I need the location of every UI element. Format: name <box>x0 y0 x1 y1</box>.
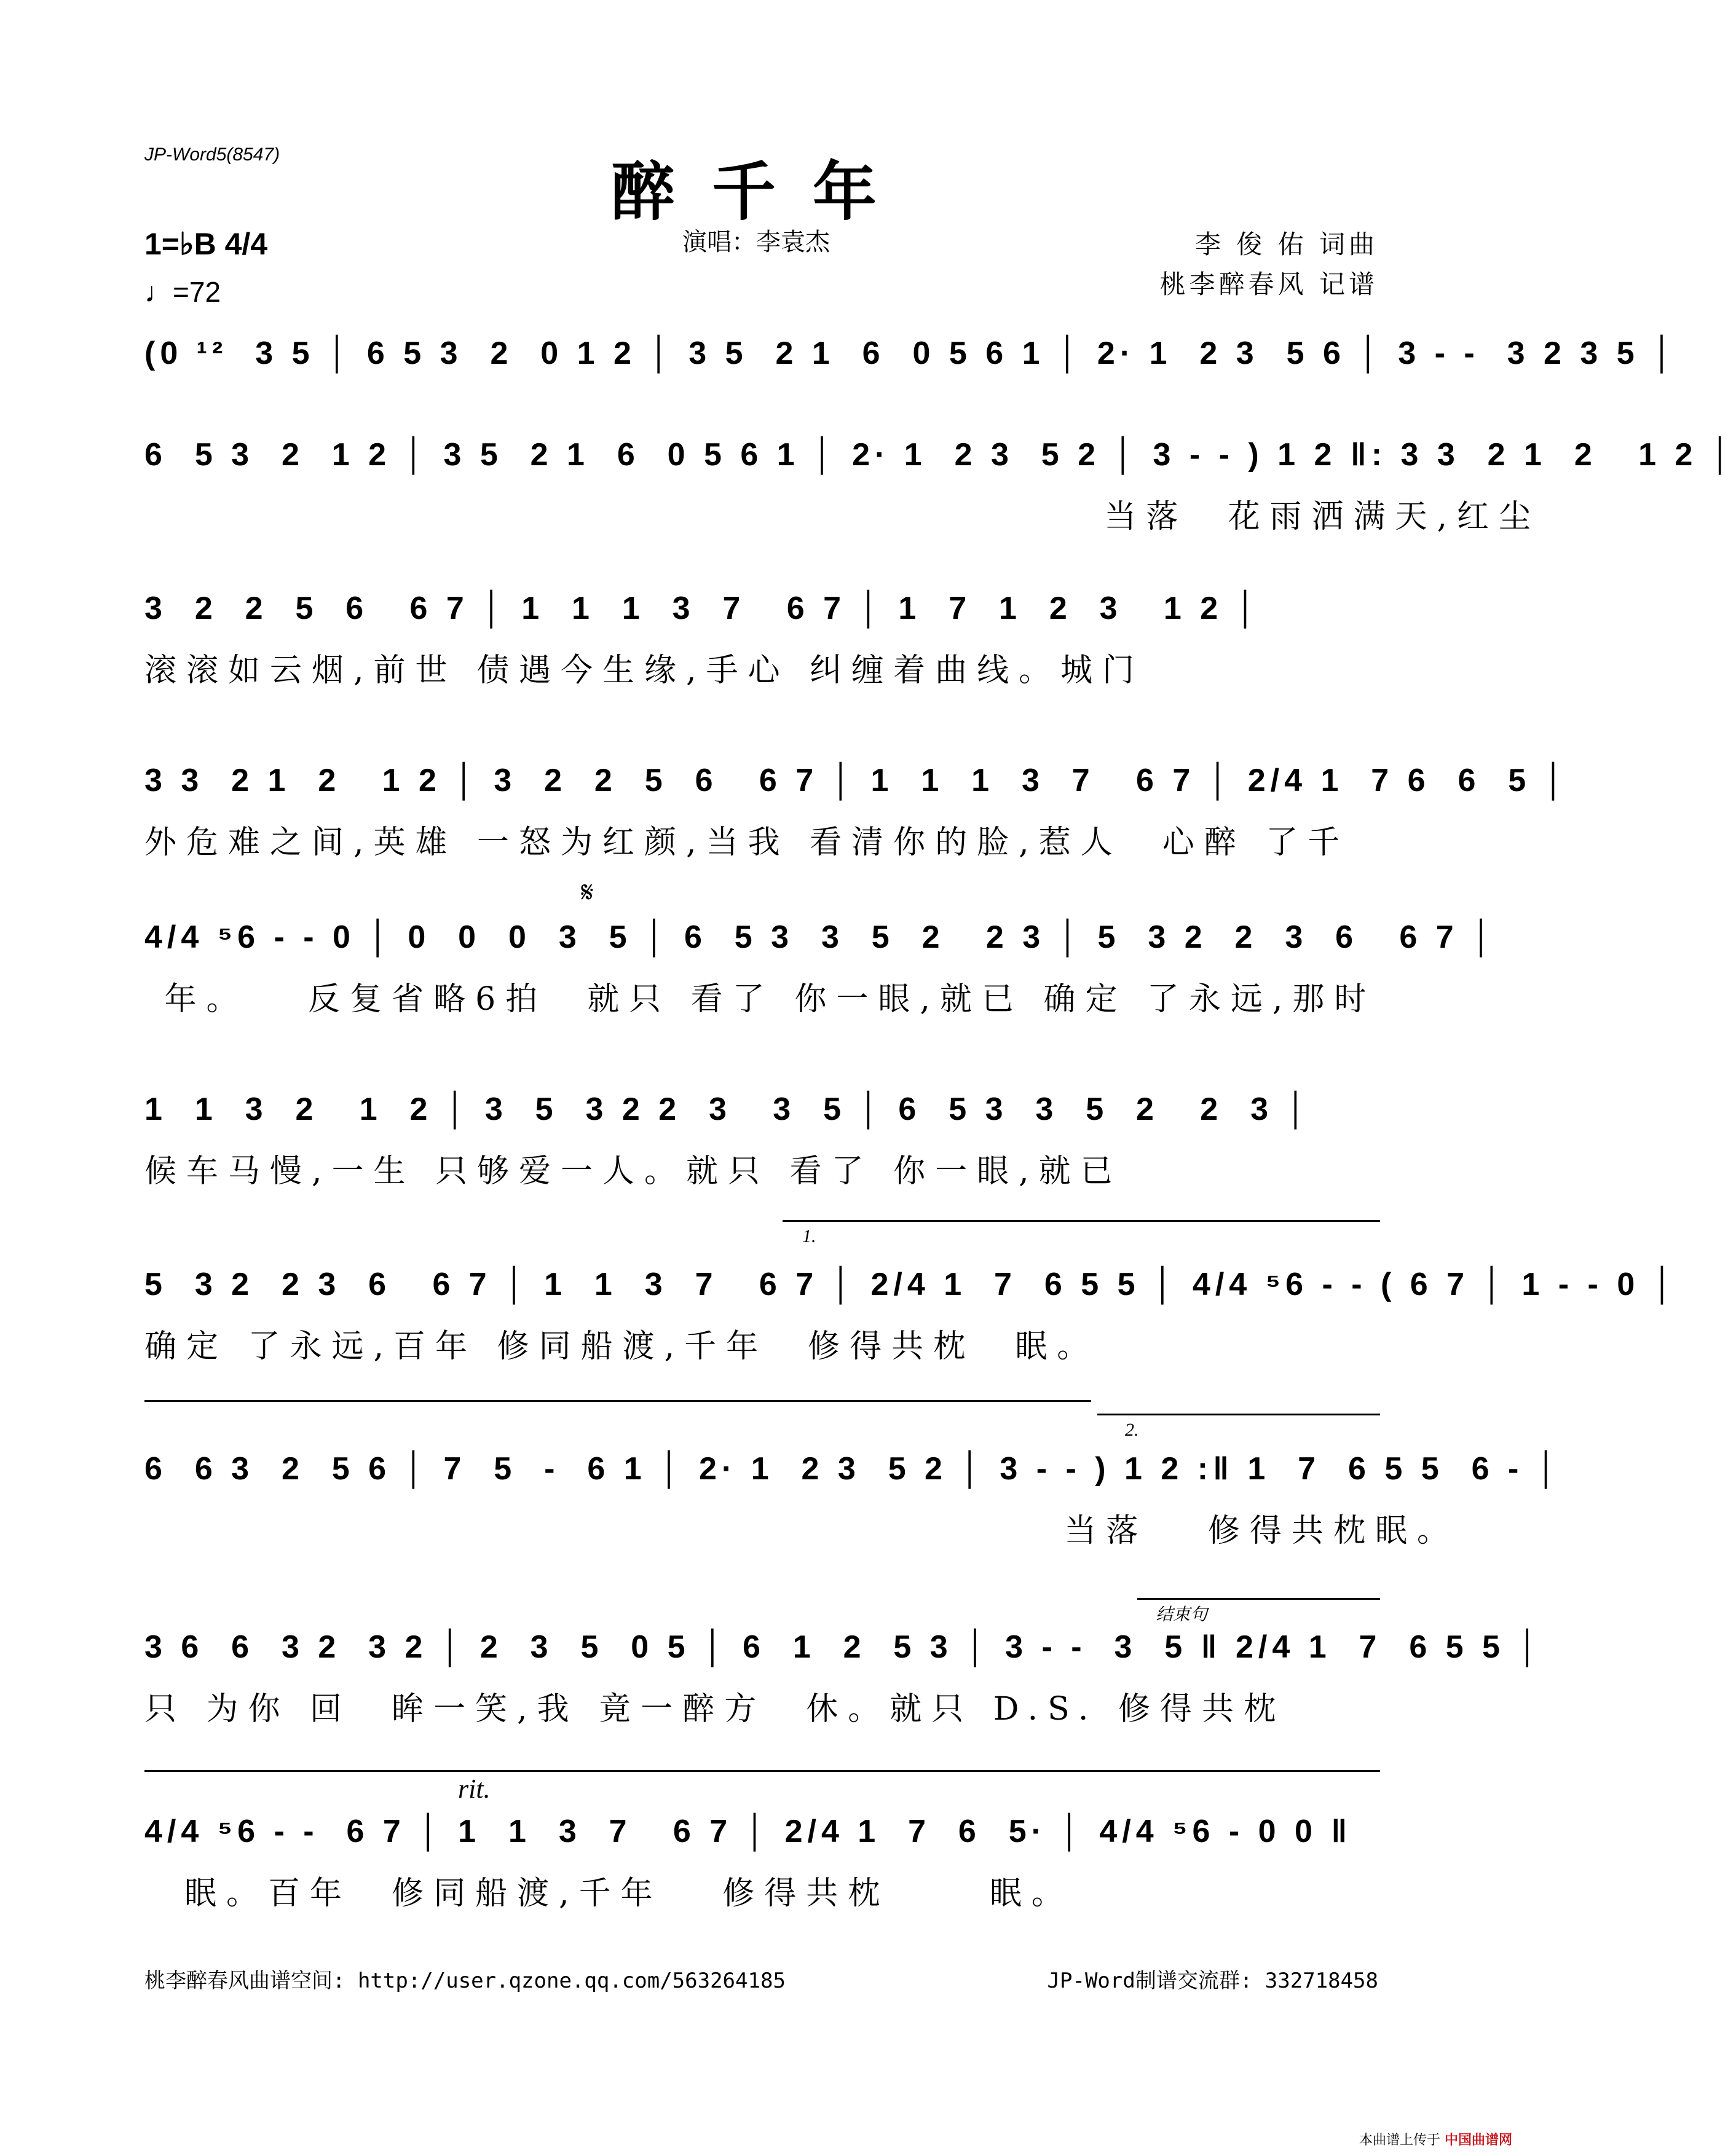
volta-1-continuation <box>144 1400 1091 1402</box>
transcriber-credit: 桃李醉春风 记谱 <box>1159 269 1378 299</box>
volta-2-label: 2. <box>1125 1420 1139 1440</box>
stave-notes: 1 1 3 2 1 2 │ 3 5 3 2 2 3 3 5 │ 6 5 3 3 5 2 2 3 │ <box>144 1092 1312 1127</box>
stave-notes: 3 3 2 1 2 1 2 │ 3 2 2 5 6 6 7 │ 1 1 1 3 7 6 7 │ 2/4 1 7 6 6 5 │ <box>144 763 1570 798</box>
segno-mark: 𝄋 <box>581 876 594 909</box>
stave-notes: 6 5 3 2 1 2 │ 3 5 2 1 6 0 5 6 1 │ 2· 1 2 3 5 2 │ 3 - - ) 1 2 ‖: 3 3 2 1 2 1 2 │ <box>144 437 1736 473</box>
footer-website: 桃李醉春风曲谱空间: http://user.qzone.qq.com/563264185 <box>144 1969 786 1993</box>
song-title: 醉千年 <box>610 154 913 229</box>
stave-lyrics: 眠。百年 修同船渡,千年 修得共枕 眠。 <box>144 1875 1073 1912</box>
stave-notes: 5 3 2 2 3 6 6 7 │ 1 1 3 7 6 7 │ 2/4 1 7 6 5 5 │ 4/4 ⁵6 - - ( 6 7 │ 1 - - 0 │ <box>144 1267 1679 1302</box>
stave-notes: 4/4 ⁵6 - - 6 7 │ 1 1 3 7 6 7 │ 2/4 1 7 6 5· │ 4/4 ⁵6 - 0 0 ‖ <box>144 1814 1352 1849</box>
ending-phrase-label: 结束句 <box>1156 1604 1208 1624</box>
stave-notes: 3 2 2 5 6 6 7 │ 1 1 1 3 7 6 7 │ 1 7 1 2 3 1 2 │ <box>144 591 1262 626</box>
stave-lyrics: 只 为你 回 眸一笑,我 竟一醉方 休。就只 D.S. 修得共枕 <box>144 1691 1285 1728</box>
stave-lyrics: 确定 了永远,百年 修同船渡,千年 修得共枕 眠。 <box>144 1328 1099 1365</box>
volta-2-bracket <box>1097 1414 1380 1415</box>
tempo-marking: ♩=72 <box>144 276 221 308</box>
volta-1-bracket <box>783 1220 1380 1222</box>
lyricist-composer-credit: 李 俊 佑 词曲 <box>1194 229 1378 259</box>
singer-credit: 演唱：李袁杰 <box>682 228 830 256</box>
ending-phrase-continuation <box>144 1770 1380 1772</box>
badge-brand: 中国曲谱网 <box>1444 2133 1512 2148</box>
volta-1-label: 1. <box>802 1226 816 1246</box>
stave-notes: 3 6 6 3 2 3 2 │ 2 3 5 0 5 │ 6 1 2 5 3 │ 3 - - 3 5 ‖ 2/4 1 7 6 5 5 │ <box>144 1629 1544 1665</box>
site-badge <box>1359 2130 1512 2149</box>
footer-group: JP-Word制谱交流群: 332718458 <box>1047 1969 1378 1993</box>
key-signature: 1=♭B 4/4 <box>144 227 268 261</box>
stave-lyrics: 滚滚如云烟,前世 债遇今生缘,手心 纠缠着曲线。城门 <box>144 652 1145 689</box>
stave-notes: 4/4 ⁵6 - - 0 │ 0 0 0 3 5 │ 6 5 3 3 5 2 2 3 │ 5 3 2 2 3 6 6 7 │ <box>144 919 1497 955</box>
ending-phrase-bracket <box>1137 1598 1380 1600</box>
stave-lyrics: 年。 反复省略6拍 就只 看了 你一眼,就已 确定 了永远,那时 <box>144 981 1376 1018</box>
stave-lyrics: 当落 修得共枕眠。 <box>144 1513 1459 1549</box>
badge-prefix: 本曲谱上传于 <box>1359 2133 1440 2148</box>
rit-mark: rit. <box>458 1774 491 1804</box>
stave-notes: 6 6 3 2 5 6 │ 7 5 - 6 1 │ 2· 1 2 3 5 2 │ 3 - - ) 1 2 :‖ 1 7 6 5 5 6 - │ <box>144 1451 1563 1487</box>
stave-lyrics: 外危难之间,英雄 一怒为红颜,当我 看清你的脸,惹人 心醉 了千 <box>144 824 1350 861</box>
source-label: JP-Word5(8547) <box>144 144 280 165</box>
stave-notes: (0 ¹² 3 5 │ 6 5 3 2 0 1 2 │ 3 5 2 1 6 0 5 6 1 │ 2· 1 2 3 5 6 │ 3 - - 3 2 3 5 │ <box>144 336 1678 371</box>
stave-lyrics: 候车马慢,一生 只够爱一人。就只 看了 你一眼,就已 <box>144 1153 1122 1190</box>
stave-lyrics: 当落 花雨洒满天,红尘 <box>144 498 1541 535</box>
